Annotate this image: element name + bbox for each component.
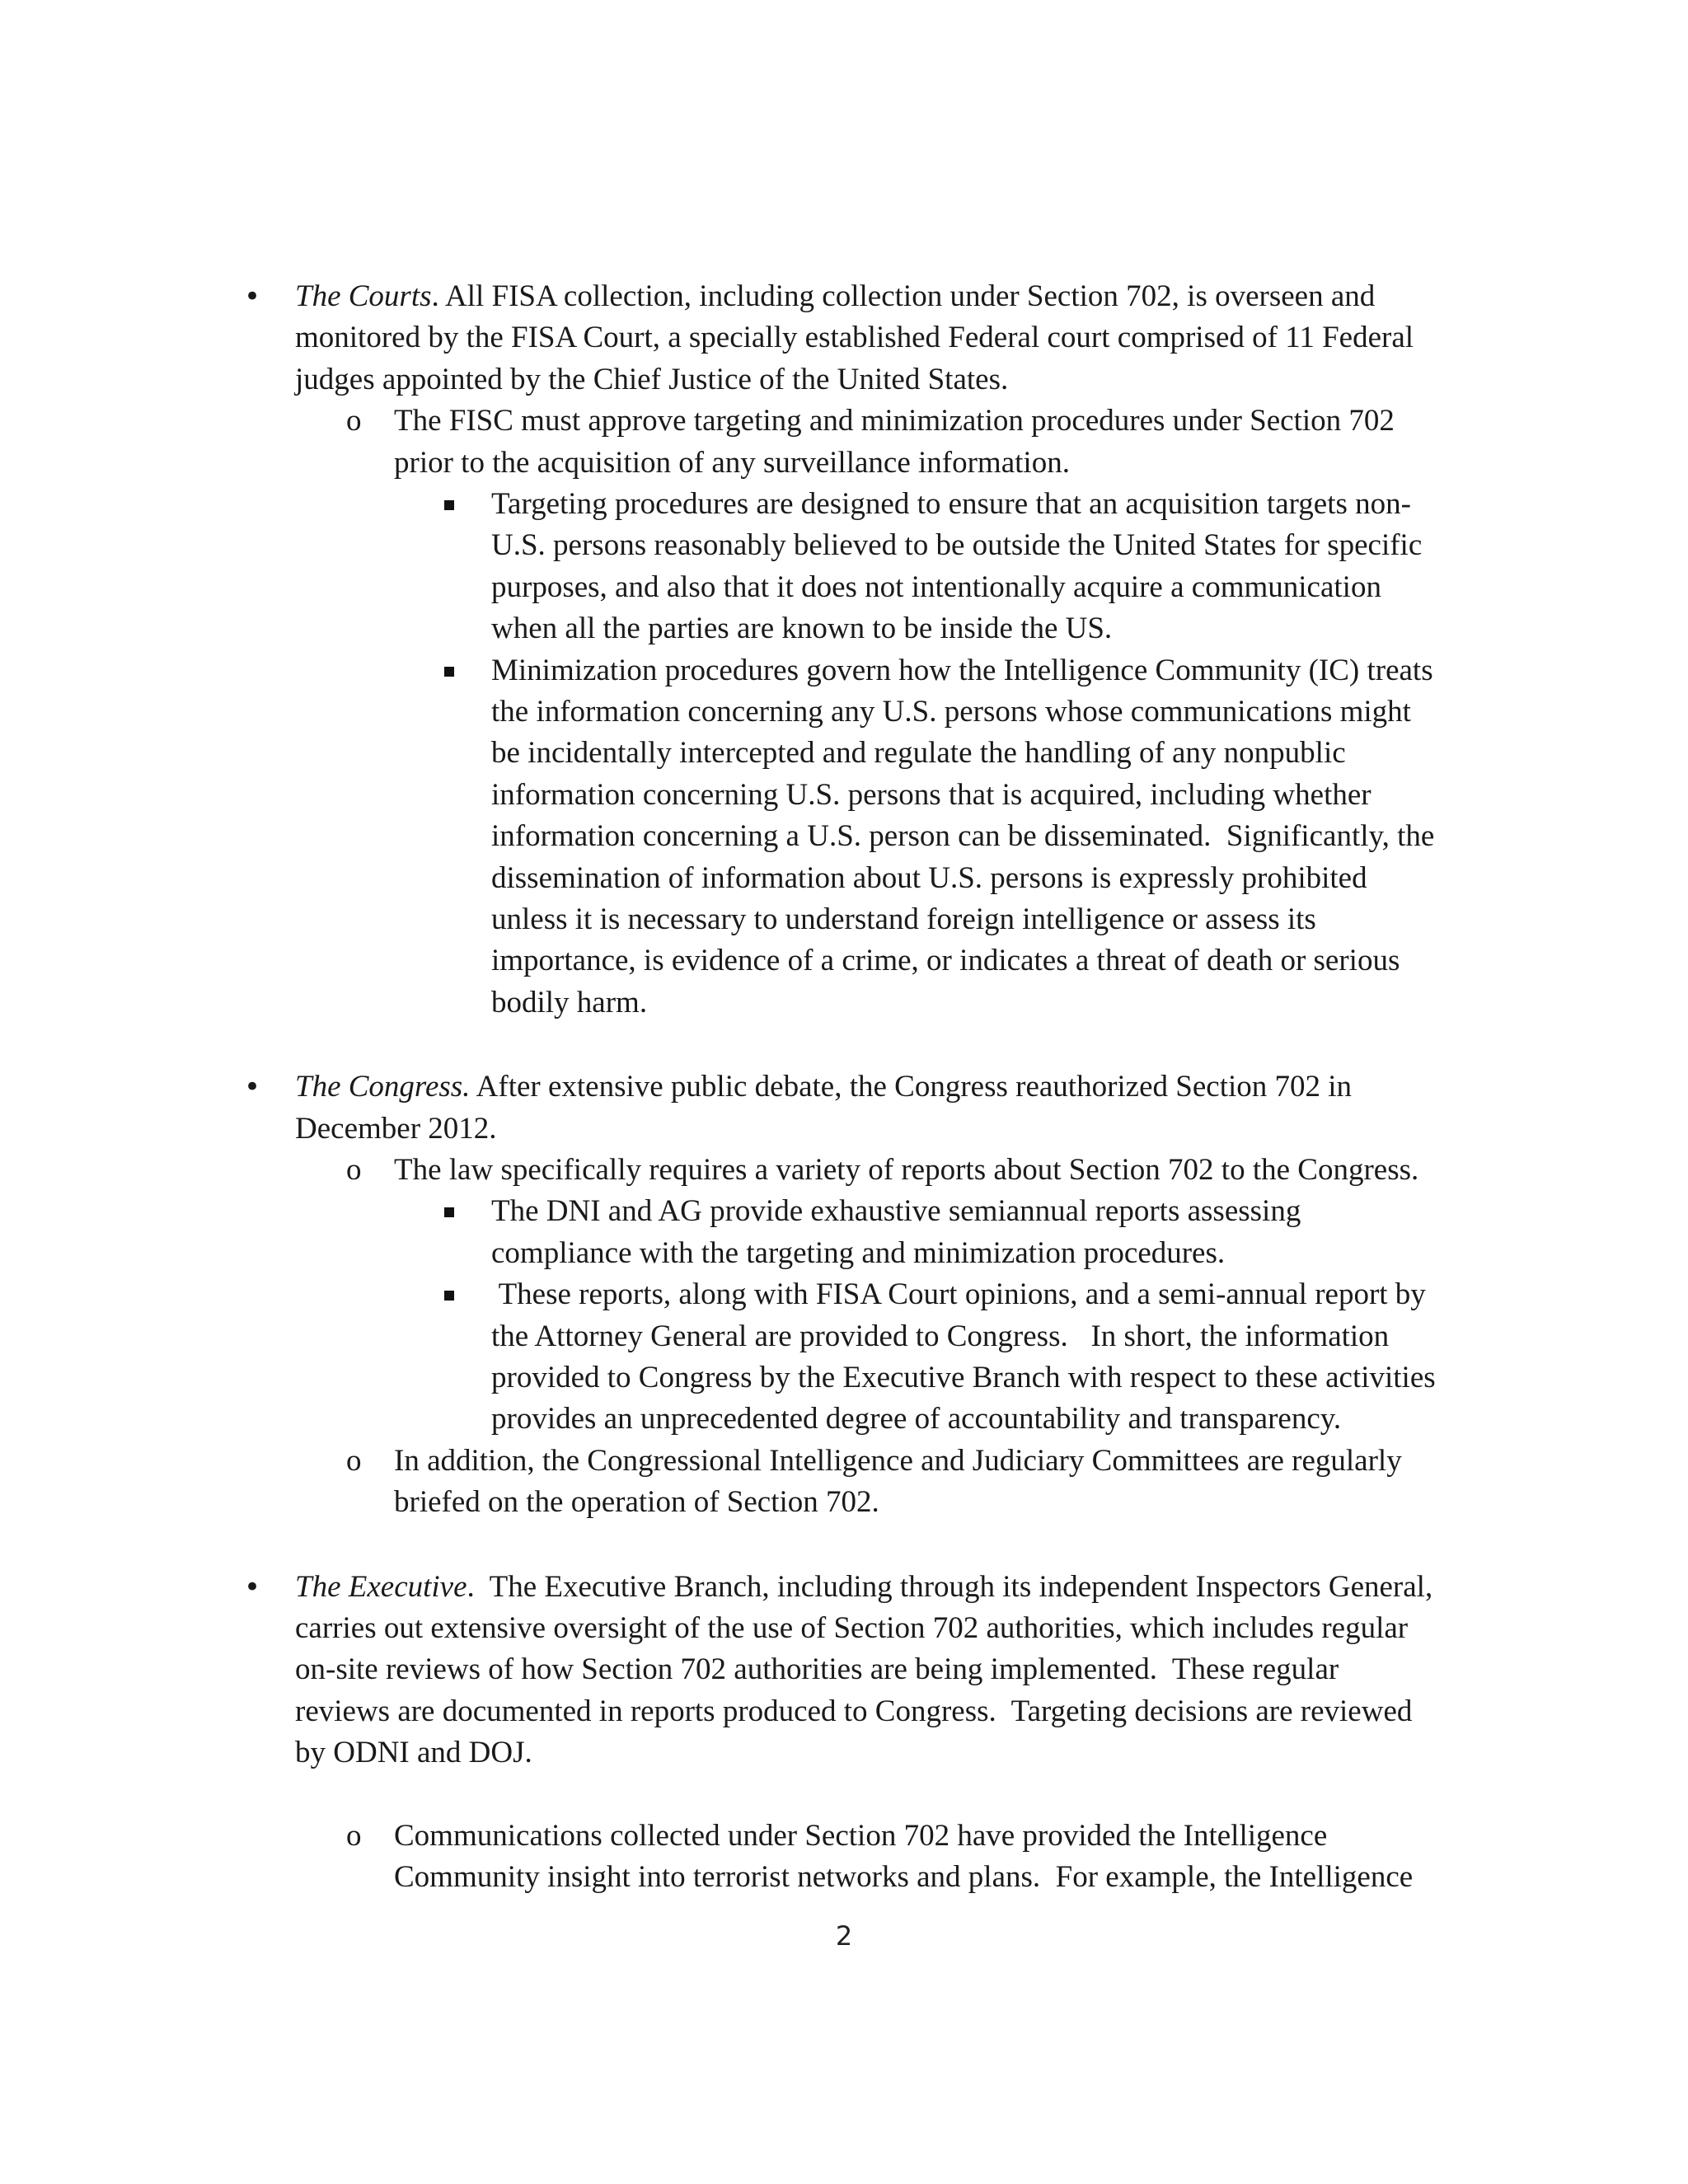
subitem-line: briefed on the operation of Section 702. xyxy=(394,1485,879,1520)
subitem-line: Community insight into terrorist networks and plans. For example, the Intelligence xyxy=(394,1860,1414,1894)
section-text: After extensive public debate, the Congress reauthorized Section 702 in xyxy=(470,1070,1353,1104)
bullet-circle-icon: o xyxy=(346,1153,362,1187)
bullet-circle-icon: o xyxy=(346,1818,362,1853)
section-line: December 2012. xyxy=(295,1111,497,1146)
subsubitem-line: Minimization procedures govern how the Intelligence Community (IC) treats xyxy=(491,653,1433,687)
subitem-line: The FISC must approve targeting and minimization procedures under Section 702 xyxy=(394,404,1395,438)
subsubitem-line: be incidentally intercepted and regulate the handling of any nonpublic xyxy=(491,736,1346,771)
subsubitem-line: the information concerning any U.S. persons whose communications might xyxy=(491,695,1411,729)
subitem-line: The law specifically requires a variety of reports about Section 702 to the Congress. xyxy=(394,1153,1419,1187)
section-heading: The Congress. xyxy=(295,1070,471,1104)
bullet-disc-icon: • xyxy=(244,1570,261,1604)
subsubitem-line: purposes, and also that it does not intentionally acquire a communication xyxy=(491,569,1381,604)
section-line: monitored by the FISA Court, a specially established Federal court comprised of 11 Federal xyxy=(295,321,1414,355)
subitem-line: In addition, the Congressional Intelligence and Judiciary Committees are regularly xyxy=(394,1443,1402,1478)
subitem-line: prior to the acquisition of any surveillance information. xyxy=(394,445,1070,480)
subsubitem-line: compliance with the targeting and minimization procedures. xyxy=(491,1235,1226,1270)
subsubitem-line: bodily harm. xyxy=(491,985,648,1019)
section-line xyxy=(295,1066,1352,1108)
page-number: 2 xyxy=(835,1920,853,1952)
section-line: on-site reviews of how Section 702 authorities are being implemented. These regular xyxy=(295,1652,1339,1687)
bullet-disc-icon: • xyxy=(244,1071,261,1104)
section-heading: The Executive xyxy=(295,1569,467,1604)
subsubitem-line: provided to Congress by the Executive Branch with respect to these activities xyxy=(491,1361,1436,1394)
section-line xyxy=(295,276,1375,317)
subsubitem-line: information concerning a U.S. person can be disseminated. Significantly, the xyxy=(491,819,1435,854)
bullet-disc-icon: • xyxy=(244,280,261,313)
section-line xyxy=(295,1567,1432,1608)
subsubitem-line: provides an unprecedented degree of accountability and transparency. xyxy=(491,1402,1342,1436)
subsubitem-line: U.S. persons reasonably believed to be outside the United States for specific xyxy=(491,528,1423,563)
subsubitem-line: unless it is necessary to understand foreign intelligence or assess its xyxy=(491,902,1316,936)
bullet-square-icon xyxy=(444,1291,454,1301)
subsubitem-line: These reports, along with FISA Court opinions, and a semi-annual report by xyxy=(491,1277,1426,1312)
bullet-square-icon xyxy=(444,667,454,677)
section-heading: The Courts xyxy=(295,279,432,313)
subsubitem-line: importance, is evidence of a crime, or indicates a threat of death or serious xyxy=(491,944,1400,978)
subsubitem-line: the Attorney General are provided to Congress. In short, the information xyxy=(491,1319,1390,1353)
section-heading-suffix: . xyxy=(467,1569,475,1604)
subitem-line: Communications collected under Section 702 have provided the Intelligence xyxy=(394,1818,1328,1853)
subsubitem-line: dissemination of information about U.S. persons is expressly prohibited xyxy=(491,860,1367,895)
subsubitem-line: information concerning U.S. persons that is acquired, including whether xyxy=(491,777,1372,812)
subsubitem-line: when all the parties are known to be inside the US. xyxy=(491,612,1113,646)
section-line: carries out extensive oversight of the use of Section 702 authorities, which includes regular xyxy=(295,1611,1409,1645)
section-text: The Executive Branch, including through its independent Inspectors General, xyxy=(474,1569,1433,1604)
bullet-circle-icon: o xyxy=(346,404,362,438)
subsubitem-line: The DNI and AG provide exhaustive semiannual reports assessing xyxy=(491,1194,1301,1229)
section-line: reviews are documented in reports produced to Congress. Targeting decisions are reviewed xyxy=(295,1694,1413,1728)
subsubitem-line: Targeting procedures are designed to ensure that an acquisition targets non- xyxy=(491,487,1411,521)
bullet-circle-icon: o xyxy=(346,1443,362,1478)
bullet-square-icon xyxy=(444,500,454,510)
section-line: by ODNI and DOJ. xyxy=(295,1736,532,1770)
section-line: judges appointed by the Chief Justice of the United States. xyxy=(295,362,1009,396)
section-text: All FISA collection, including collection under Section 702, is overseen and xyxy=(438,279,1376,313)
bullet-square-icon xyxy=(444,1207,454,1217)
section-heading-suffix: . xyxy=(431,279,439,313)
